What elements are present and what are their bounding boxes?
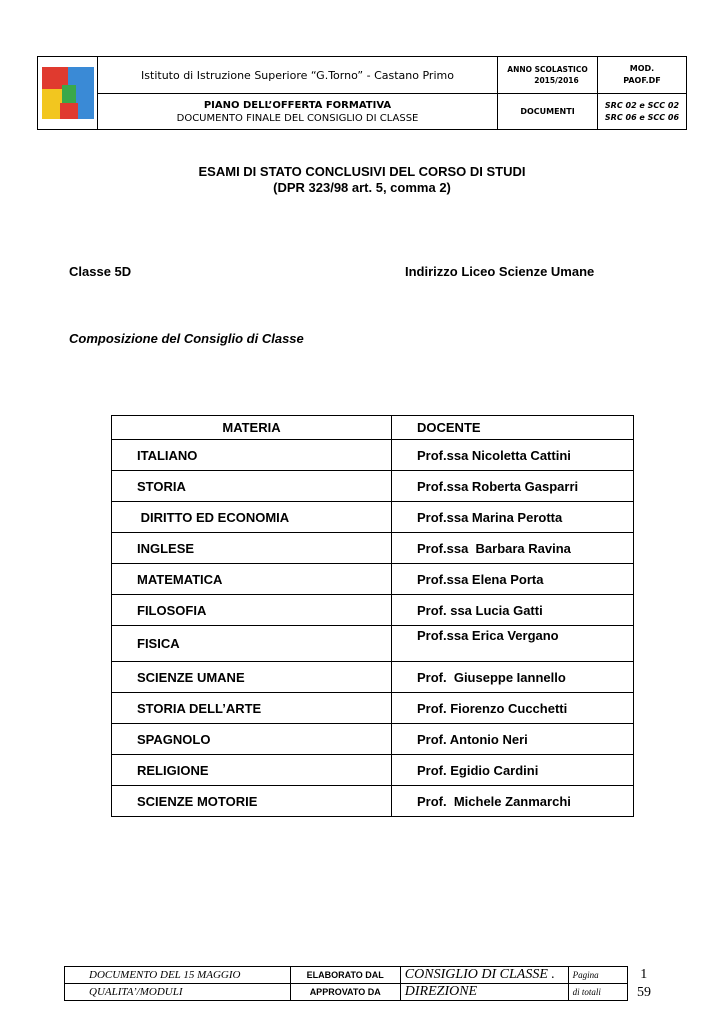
footer-total-pages: 59: [636, 984, 651, 1000]
teacher-cell: Prof.ssa Marina Perotta: [392, 502, 634, 533]
mod-value: PAOF.DF: [623, 76, 661, 85]
institute-name: Istituto di Istruzione Superiore “G.Torno” - Castano Primo: [98, 57, 498, 94]
teacher-cell: Prof.ssa Barbara Ravina: [392, 533, 634, 564]
class-label: Classe 5D: [69, 264, 132, 279]
subject-cell: DIRITTO ED ECONOMIA: [112, 502, 392, 533]
subject-cell: FILOSOFIA: [112, 595, 392, 626]
table-row: [112, 755, 634, 786]
table-row: [112, 533, 634, 564]
piano-offerta: [98, 94, 498, 129]
anno-value: 2015/2016: [534, 76, 579, 85]
footer-qualita: QUALITA’/MODULI: [65, 984, 291, 1001]
teacher-cell: Prof.ssa Roberta Gasparri: [392, 471, 634, 502]
src-codes: [598, 94, 686, 129]
footer-approvato-label: APPROVATO DA: [290, 984, 400, 1001]
subject-cell: SPAGNOLO: [112, 724, 392, 755]
subject-cell: MATEMATICA: [112, 564, 392, 595]
column-header-materia: MATERIA: [112, 416, 392, 440]
table-row: [112, 502, 634, 533]
footer-page-number: 1: [640, 967, 648, 982]
piano-title: PIANO DELL’OFFERTA FORMATIVA: [203, 99, 392, 111]
subject-cell: FISICA: [112, 626, 392, 662]
footer-doc-date: DOCUMENTO DEL 15 MAGGIO: [65, 967, 291, 984]
teacher-cell: Prof. ssa Lucia Gatti: [392, 595, 634, 626]
table-row: [112, 440, 634, 471]
teacher-cell: Prof.ssa Nicoletta Cattini: [392, 440, 634, 471]
footer-elaborato-label: ELABORATO DAL: [290, 967, 400, 984]
footer-totali-label: di totali: [568, 984, 628, 1001]
teacher-cell: Prof. Giuseppe Iannello: [392, 662, 634, 693]
table-row: [112, 662, 634, 693]
council-table: [111, 415, 634, 817]
documenti-label: DOCUMENTI: [498, 94, 598, 129]
table-row: [112, 595, 634, 626]
footer-elaborato-value: CONSIGLIO DI CLASSE .: [400, 967, 568, 984]
teacher-cell: Prof. Michele Zanmarchi: [392, 786, 634, 817]
subject-cell: STORIA DELL’ARTE: [112, 693, 392, 724]
subject-cell: STORIA: [112, 471, 392, 502]
src-line1: SRC 02 e SCC 02: [604, 100, 680, 110]
table-row: [112, 626, 634, 662]
curriculum-label: Indirizzo Liceo Scienze Umane: [405, 264, 595, 279]
table-row: [112, 471, 634, 502]
exam-title: ESAMI DI STATO CONCLUSIVI DEL CORSO DI STUDI: [198, 164, 526, 179]
src-line2: SRC 06 e SCC 06: [604, 112, 680, 122]
table-header-row: [112, 416, 634, 440]
teacher-cell: Prof. Antonio Neri: [392, 724, 634, 755]
school-logo-cell: [38, 57, 98, 129]
column-header-docente: DOCENTE: [392, 416, 634, 440]
document-footer: [64, 966, 660, 1001]
anno-label: ANNO SCOLASTICO: [507, 65, 588, 74]
table-row: [112, 564, 634, 595]
subject-cell: RELIGIONE: [112, 755, 392, 786]
school-logo: [42, 67, 94, 119]
teacher-cell: Prof. Fiorenzo Cucchetti: [392, 693, 634, 724]
mod-label: MOD.: [629, 64, 655, 73]
teacher-cell: Prof.ssa Erica Vergano: [392, 626, 634, 662]
table-row: [112, 786, 634, 817]
footer-approvato-value: DIREZIONE: [400, 984, 568, 1001]
teacher-cell: Prof.ssa Elena Porta: [392, 564, 634, 595]
exam-reference: (DPR 323/98 art. 5, comma 2): [273, 180, 451, 195]
subject-cell: INGLESE: [112, 533, 392, 564]
module-code: [598, 57, 686, 94]
document-header: [37, 56, 687, 130]
footer-pagina-label: Pagina: [568, 967, 628, 984]
anno-scolastico: [498, 57, 598, 94]
subject-cell: SCIENZE MOTORIE: [112, 786, 392, 817]
subject-cell: ITALIANO: [112, 440, 392, 471]
council-heading: Composizione del Consiglio di Classe: [69, 331, 304, 346]
table-row: [112, 724, 634, 755]
table-row: [112, 693, 634, 724]
teacher-cell: Prof. Egidio Cardini: [392, 755, 634, 786]
piano-subtitle: DOCUMENTO FINALE DEL CONSIGLIO DI CLASSE: [176, 112, 419, 124]
subject-cell: SCIENZE UMANE: [112, 662, 392, 693]
